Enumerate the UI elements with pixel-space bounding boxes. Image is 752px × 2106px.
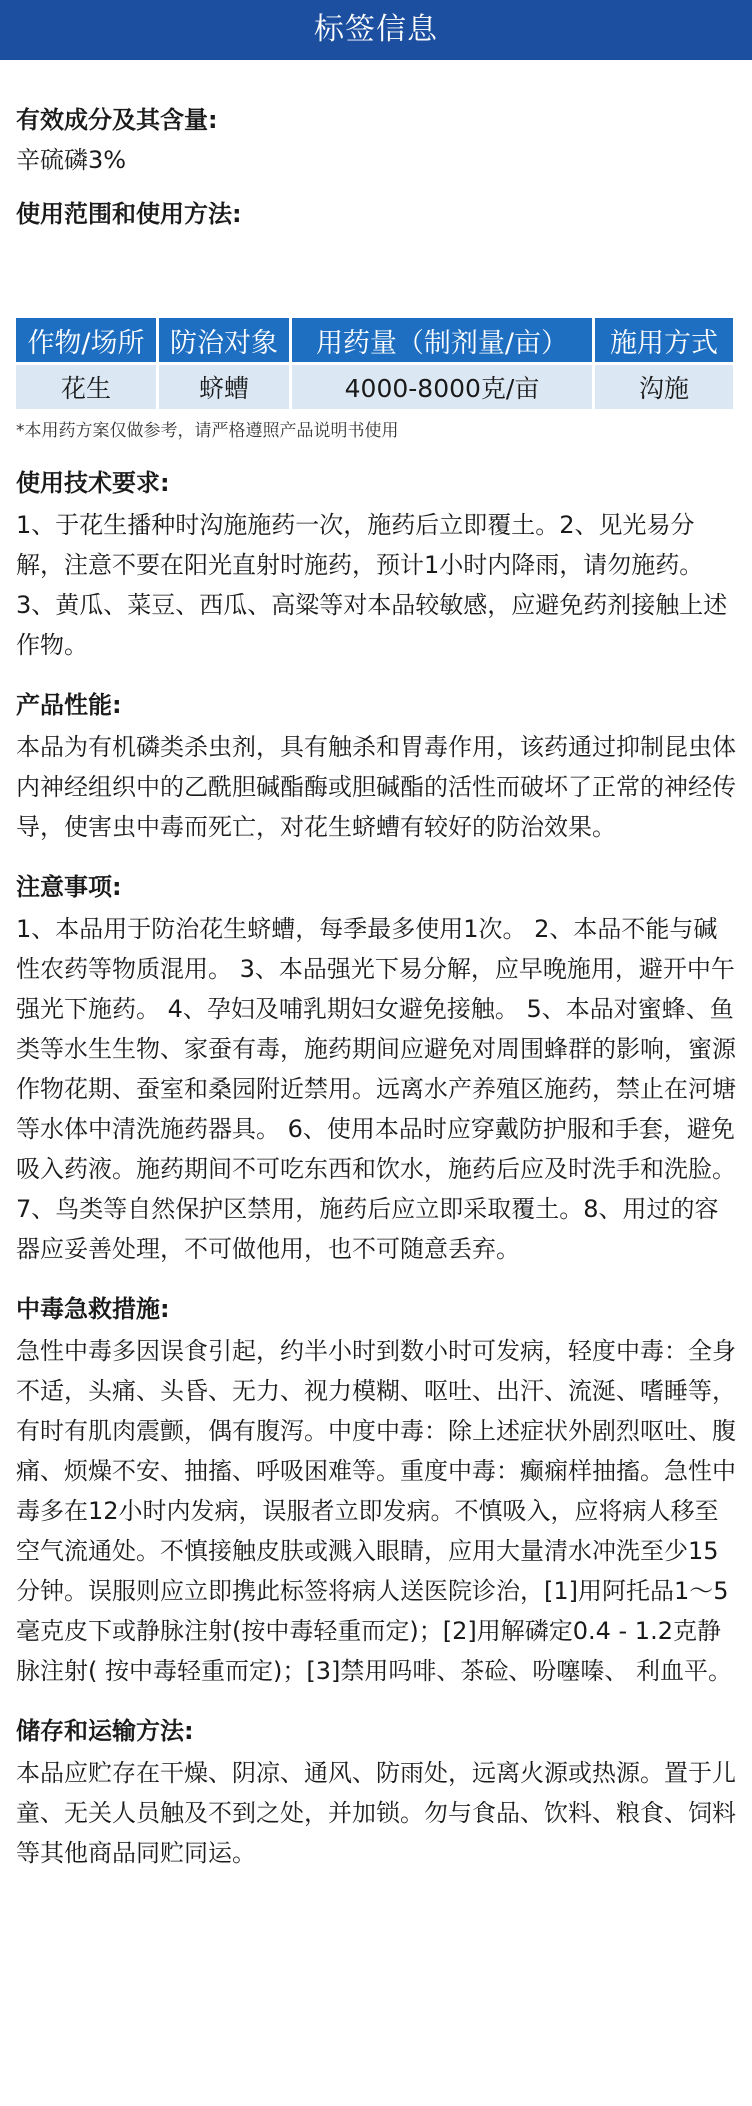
technical-requirements-section bbox=[16, 467, 736, 665]
section-body: 急性中毒多因误食引起，约半小时到数小时可发病，轻度中毒：全身不适，头痛、头昏、无力、视力模糊、呕吐、出汗、流涎、嗜睡等，有时有肌肉震颤，偶有腹泻。中度中毒：除上述症状外剧烈呕吐、腹痛、烦燥不安、抽搐、呼吸困难等。重度中毒：癫痫样抽搐。急性中毒多在12小时内发病，误服者立即发病。不慎吸入，应将病人移至空气流通处。不慎接触皮肤或溅入眼睛，应用大量清水冲洗至少15分钟。误服则应立即携此标签将病人送医院诊治，[1]用阿托品1～5毫克皮下或静脉注射(按中毒轻重而定)；[2]用解磷定0.4 - 1.2克静脉注射( 按中毒轻重而定)；[3]禁用吗啡、茶硷、吩噻嗪、 利血平。 bbox=[16, 1337, 736, 1685]
first-aid-section bbox=[16, 1293, 736, 1691]
column-header-method: 施用方式 bbox=[595, 318, 733, 362]
ingredient-section bbox=[16, 60, 736, 180]
section-title: 产品性能: bbox=[16, 691, 122, 719]
section-title: 中毒急救措施: bbox=[16, 1295, 170, 1323]
usage-table bbox=[13, 318, 736, 409]
label-content bbox=[0, 60, 752, 1873]
usage-title: 使用范围和使用方法: bbox=[16, 200, 242, 228]
column-header-target: 防治对象 bbox=[159, 318, 289, 362]
section-title: 储存和运输方法: bbox=[16, 1717, 194, 1745]
section-body: 1、于花生播种时沟施施药一次，施药后立即覆土。2、见光易分解，注意不要在阳光直射时施药，预计1小时内降雨，请勿施药。3、黄瓜、菜豆、西瓜、高粱等对本品较敏感，应避免药剂接触上述作物。 bbox=[16, 511, 728, 659]
cell-method: 沟施 bbox=[595, 362, 733, 409]
ingredient-value: 辛硫磷3% bbox=[16, 146, 127, 174]
table-row bbox=[16, 362, 733, 409]
section-title: 使用技术要求: bbox=[16, 469, 170, 497]
column-header-dosage: 用药量（制剂量/亩） bbox=[292, 318, 592, 362]
page-header bbox=[0, 0, 752, 60]
product-performance-section bbox=[16, 689, 736, 847]
storage-transport-section bbox=[16, 1715, 736, 1873]
usage-note: *本用药方案仅做参考，请严格遵照产品说明书使用 bbox=[16, 421, 399, 441]
precautions-section bbox=[16, 871, 736, 1269]
column-header-crop: 作物/场所 bbox=[16, 318, 156, 362]
section-title: 注意事项: bbox=[16, 873, 122, 901]
ingredient-title: 有效成分及其含量: bbox=[16, 106, 218, 134]
usage-section bbox=[16, 198, 736, 443]
cell-crop: 花生 bbox=[16, 362, 156, 409]
cell-target: 蛴螬 bbox=[159, 362, 289, 409]
section-body: 1、本品用于防治花生蛴螬，每季最多使用1次。 2、本品不能与碱性农药等物质混用。 3、本品强光下易分解，应早晚施用，避开中午强光下施药。 4、孕妇及哺乳期妇女避免接触。 5、本品对蜜蜂、鱼类等水生生物、家蚕有毒，施药期间应避免对周围蜂群的影响，蜜源作物花期、蚕室和桑园附近禁用。远离水产养殖区施药，禁止在河塘等水体中清洗施药器具。 6、使用本品时应穿戴防护服和手套，避免吸入药液。施药期间不可吃东西和饮水，施药后应及时洗手和洗脸。7、鸟类等自然保护区禁用，施药后应立即采取覆土。8、用过的容器应妥善处理，不可做他用，也不可随意丢弃。 bbox=[16, 915, 736, 1263]
page-title: 标签信息 bbox=[314, 12, 438, 47]
section-body: 本品应贮存在干燥、阴凉、通风、防雨处，远离火源或热源。置于儿童、无关人员触及不到之处，并加锁。勿与食品、饮料、粮食、饲料等其他商品同贮同运。 bbox=[16, 1759, 736, 1867]
section-body: 本品为有机磷类杀虫剂，具有触杀和胃毒作用，该药通过抑制昆虫体内神经组织中的乙酰胆碱酯酶或胆碱酯的活性而破坏了正常的神经传导，使害虫中毒而死亡，对花生蛴螬有较好的防治效果。 bbox=[16, 733, 736, 841]
cell-dosage: 4000-8000克/亩 bbox=[292, 362, 592, 409]
usage-table-header-row bbox=[16, 318, 733, 362]
